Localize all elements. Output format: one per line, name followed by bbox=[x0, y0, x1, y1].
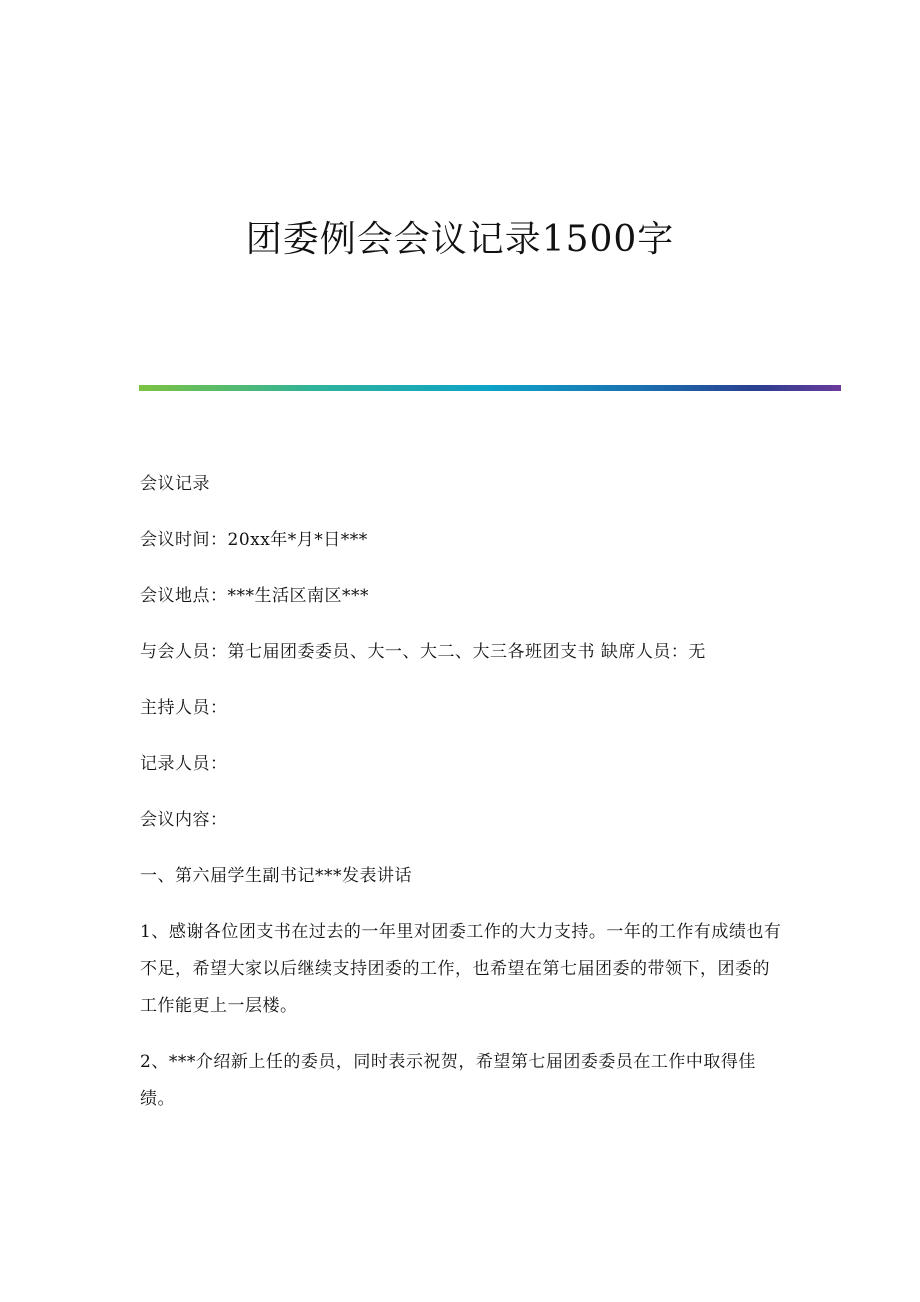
meeting-location: 会议地点：***生活区南区*** bbox=[140, 586, 369, 606]
section-heading: 会议记录 bbox=[140, 474, 210, 494]
agenda-paragraph: 1、感谢各位团支书在过去的一年里对团委工作的大力支持。一年的工作有成绩也有不足，希望大家以后继续支持团委的工作，也希望在第七届团委的带领下，团委的工作能更上一层楼。 bbox=[140, 922, 782, 1016]
meeting-time: 会议时间：20xx年*月*日*** bbox=[140, 530, 368, 550]
recorder: 记录人员： bbox=[140, 754, 228, 774]
agenda-item-heading: 一、第六届学生副书记***发表讲话 bbox=[140, 866, 412, 886]
meeting-content-label: 会议内容： bbox=[140, 810, 228, 830]
document-body bbox=[140, 466, 785, 1137]
agenda-paragraph: 2、***介绍新上任的委员，同时表示祝贺，希望第七届团委委员在工作中取得佳绩。 bbox=[140, 1052, 756, 1109]
gradient-divider bbox=[139, 385, 841, 391]
attendees: 与会人员：第七届团委委员、大一、大二、大三各班团支书 缺席人员：无 bbox=[140, 642, 706, 662]
host: 主持人员： bbox=[140, 698, 228, 718]
document-title: 团委例会会议记录1500字 bbox=[245, 219, 675, 260]
